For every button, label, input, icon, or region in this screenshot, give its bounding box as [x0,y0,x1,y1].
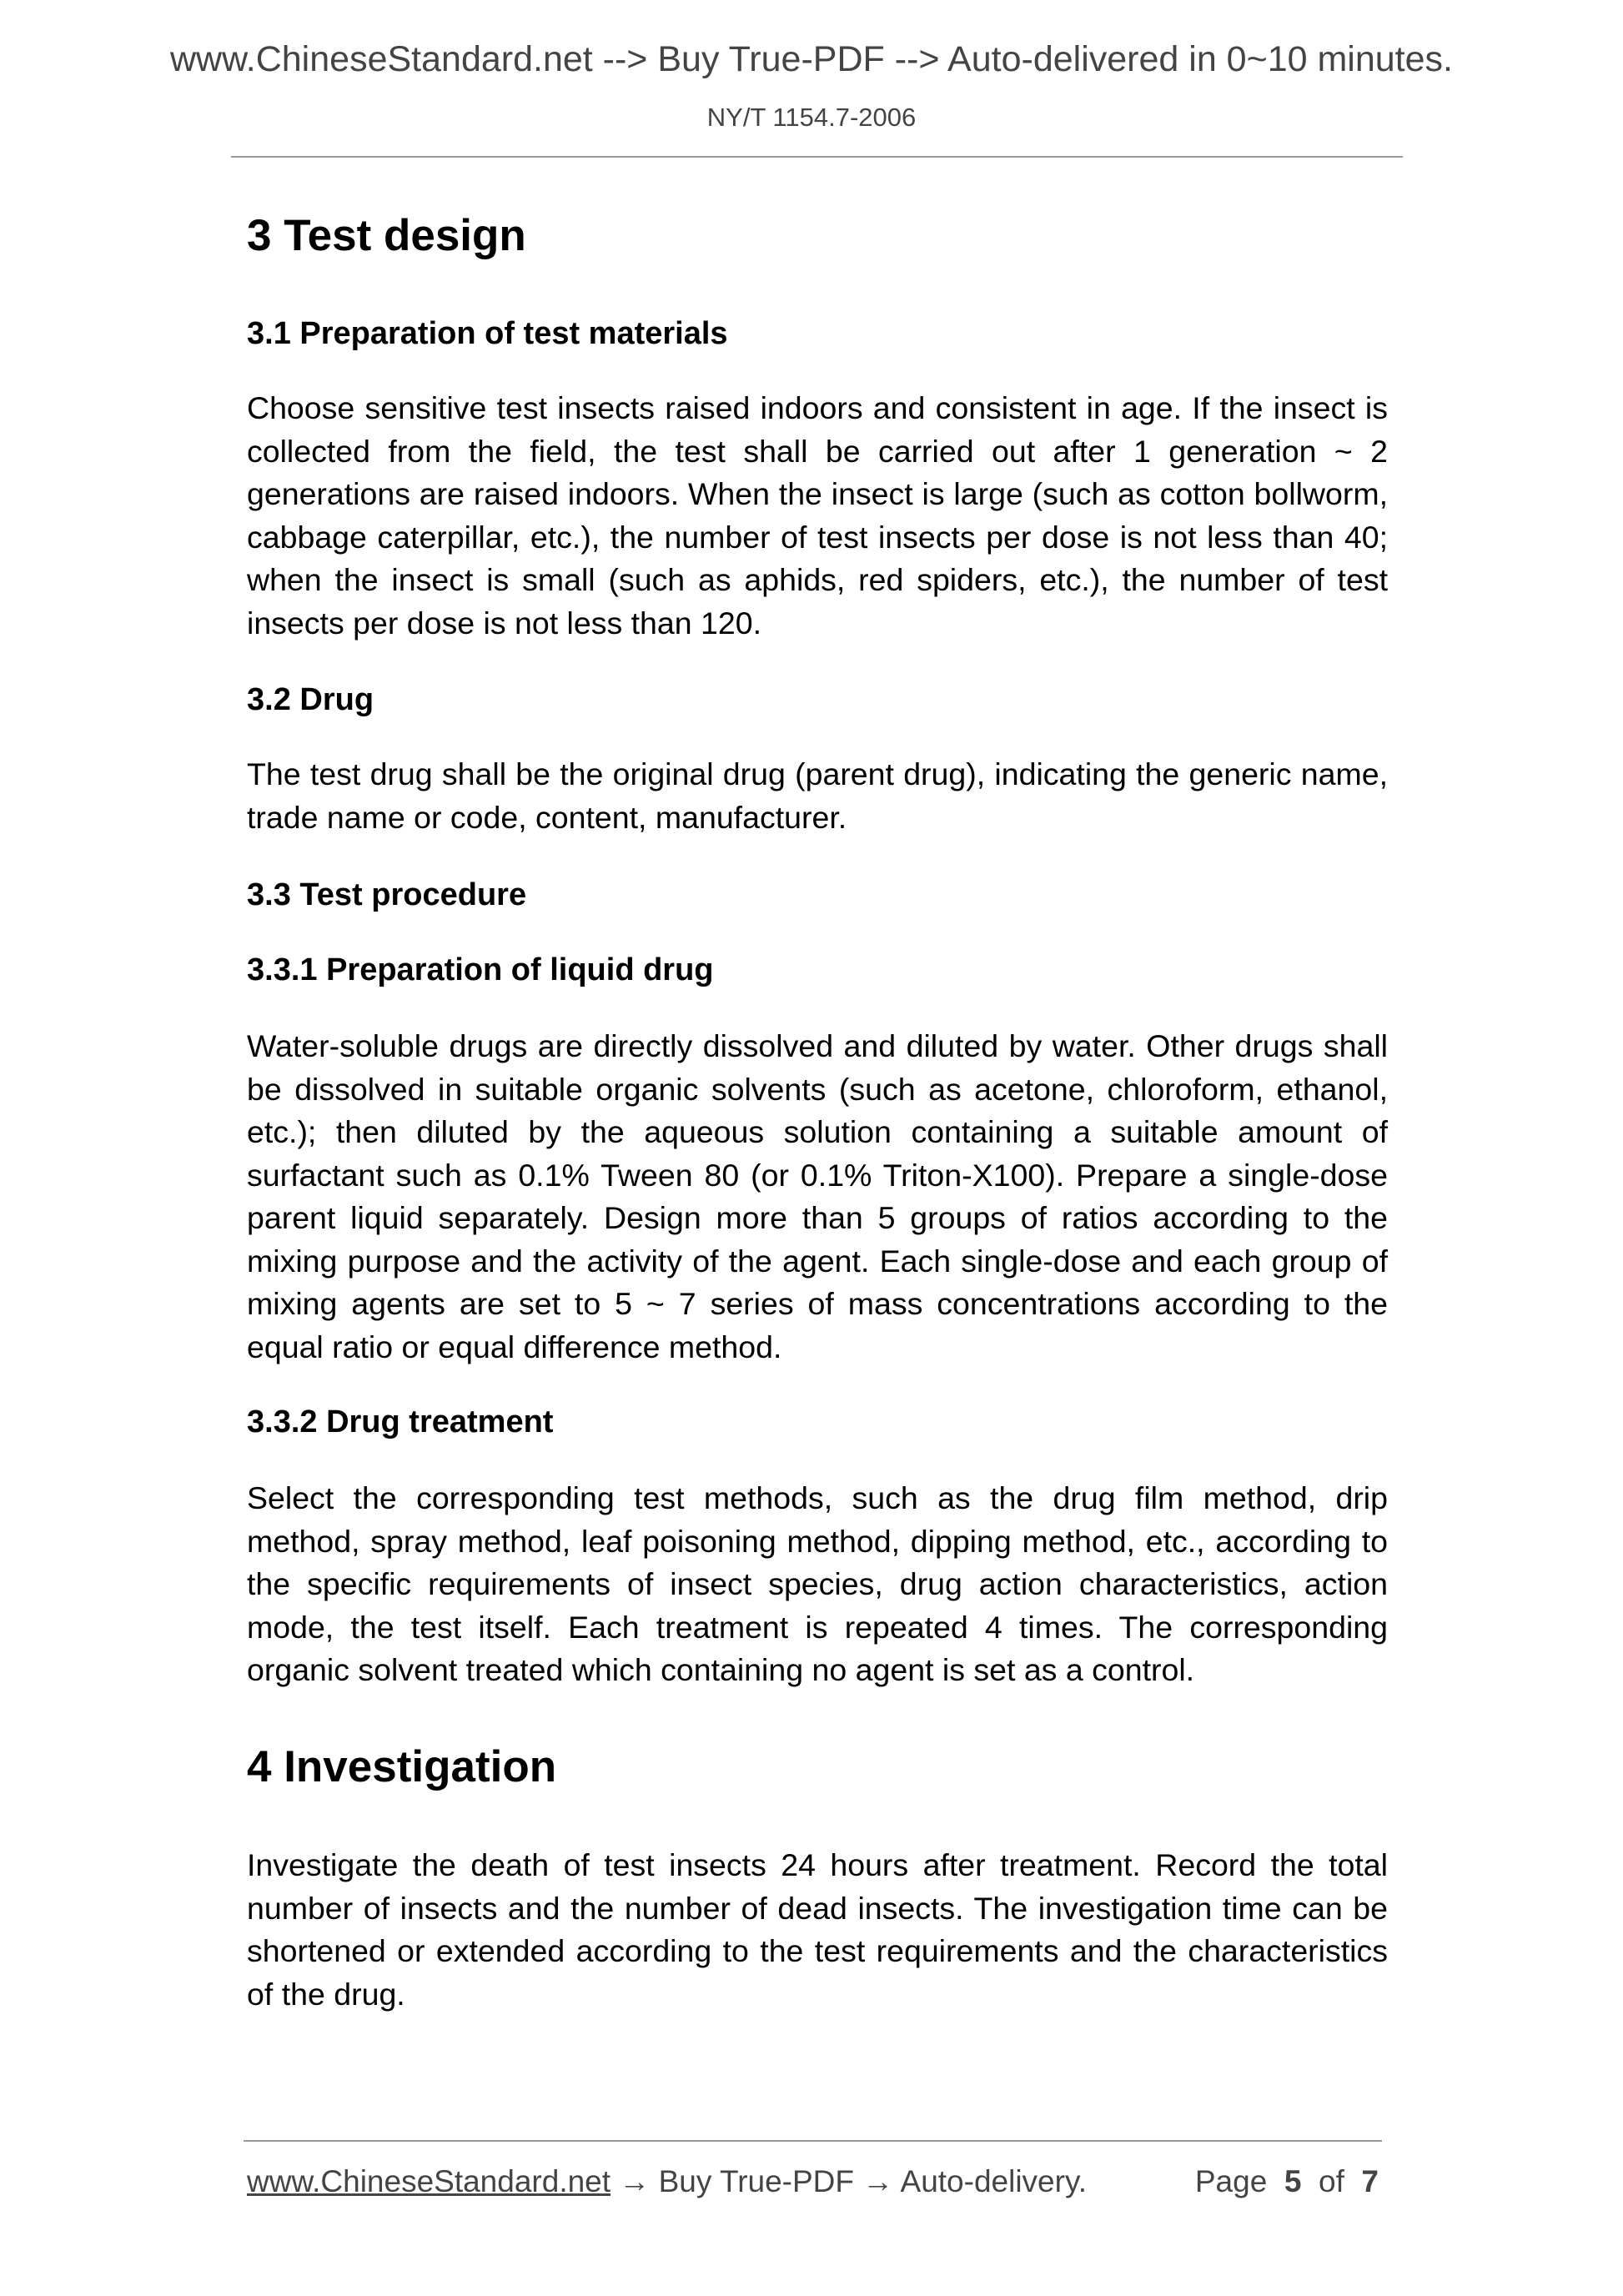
section-3-2-paragraph: The test drug shall be the original drug (parent drug), indicating the generic name, trade name or code, content, manufacturer. [247,756,1388,835]
page-indicator [1195,2163,1379,2201]
page-label: Page [1194,2164,1268,2198]
header-banner: www.ChineseStandard.net --> Buy True-PDF --> Auto-delivered in 0~10 minutes. [169,39,1453,79]
section-3-1-paragraph: Choose sensitive test insects raised indoors and consistent in age. If the insect is collected from the field, the test shall be carried out after 1 generation ~ 2 generations are raised indoors. When the insect is large (such as cotton bollworm, cabbage caterpillar, etc.), the number of test insects per dose is not less than 40; when the insect is small (such as aphids, red spiders, etc.), the number of test insects per dose is not less than 120. [247,390,1388,641]
footer-divider [244,2140,1382,2142]
header-divider [231,156,1403,158]
of-label: of [1319,2164,1344,2198]
section-3-3-2-paragraph: Select the corresponding test methods, such as the drug film method, drip method, spray method, leaf poisoning method, dipping method, etc., according to the specific requirements of insect species, drug action characteristics, action mode, the test itself. Each treatment is repeated 4 times. The corresponding organic solvent treated which containing no agent is set as a control. [247,1480,1388,1687]
footer [247,2163,1379,2201]
page-total: 7 [1361,2164,1379,2198]
standard-code: NY/T 1154.7-2006 [706,103,917,132]
footer-left [247,2163,1087,2201]
section-3-3-1-heading: 3.3.1 Preparation of liquid drug [247,952,714,987]
section-3-3-2-heading: 3.3.2 Drug treatment [247,1404,554,1439]
footer-tagline: → Buy True-PDF → Auto-delivery. [611,2164,1087,2198]
section-4-paragraph: Investigate the death of test insects 24 hours after treatment. Record the total number of insects and the number of dead insects. The investigation time can be shortened or extended according to the test requirements and the characteristics of the drug. [247,1847,1388,2012]
section-4-heading: 4 Investigation [247,1742,557,1791]
section-3-3-1-paragraph: Water-soluble drugs are directly dissolved and diluted by water. Other drugs shall be dissolved in suitable organic solvents (such as acetone, chloroform, ethanol, etc.); then diluted by the aqueous solution containing a suitable amount of surfactant such as 0.1% Tween 80 (or 0.1% Triton-X100). Prepare a single-dose parent liquid separately. Design more than 5 groups of ratios according to the mixing purpose and the activity of the agent. Each single-dose and each group of mixing agents are set to 5 ~ 7 series of mass concentrations according to the equal ratio or equal difference method. [247,1028,1388,1364]
section-3-1-heading: 3.1 Preparation of test materials [247,316,728,351]
section-3-3-heading: 3.3 Test procedure [247,877,527,912]
page-current: 5 [1284,2164,1302,2198]
footer-link[interactable]: www.ChineseStandard.net [247,2164,611,2198]
section-3-heading: 3 Test design [247,211,526,260]
section-3-2-heading: 3.2 Drug [247,682,374,717]
